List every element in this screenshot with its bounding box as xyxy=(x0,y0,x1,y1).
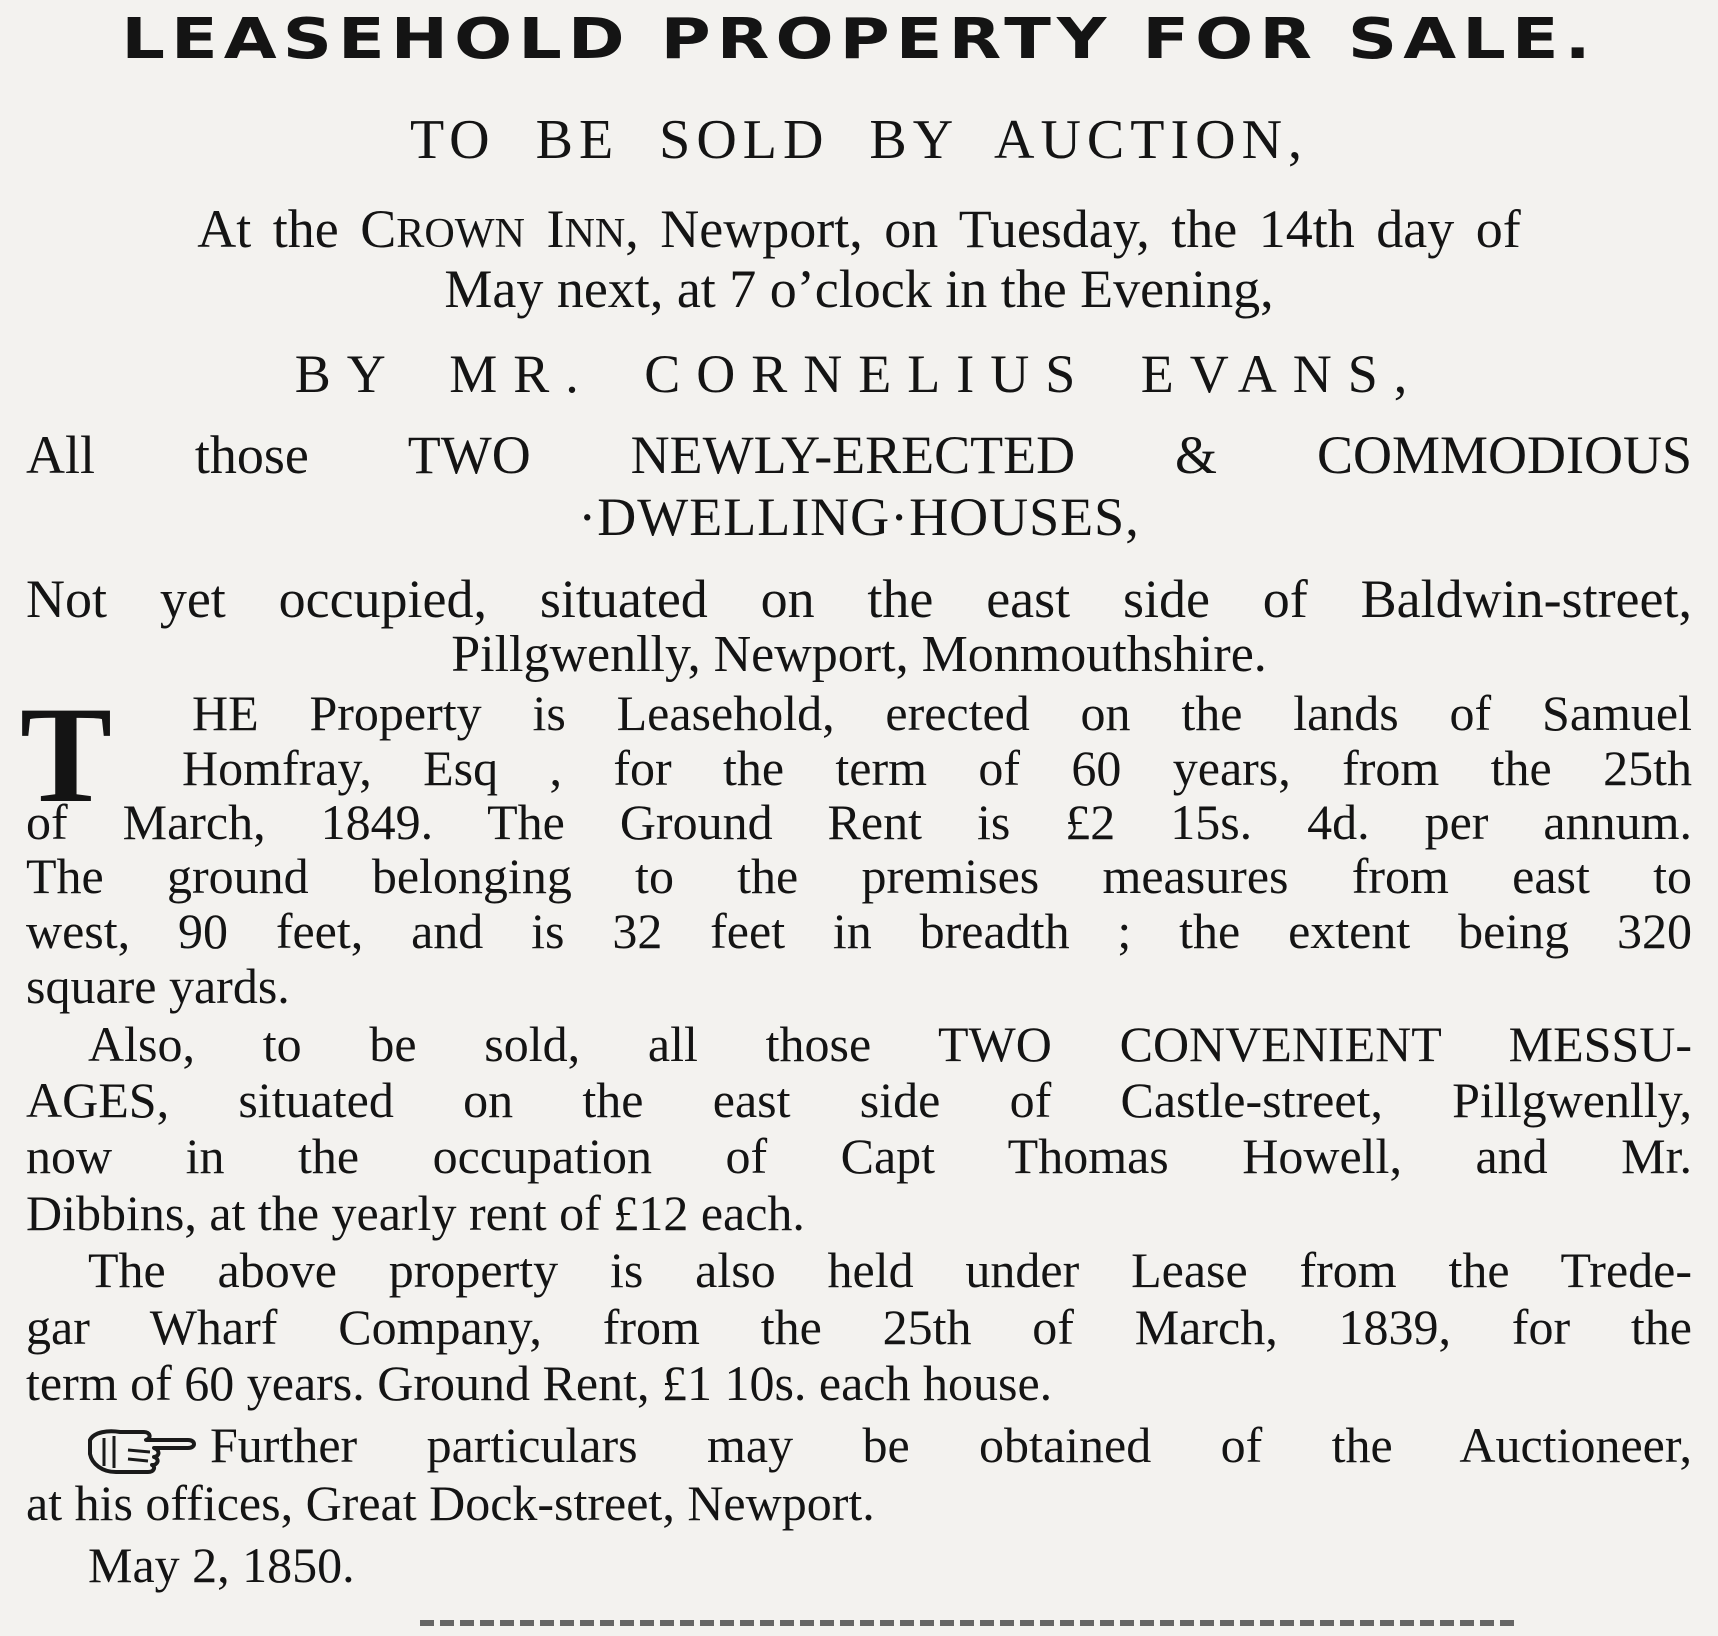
venue-line-2: May next, at 7 o’clock in the Evening, xyxy=(444,259,1274,319)
lot1-paragraph-line: of March, 1849. The Ground Rent is £2 15s. 4d. per annum. xyxy=(26,794,1692,850)
lot1-heading-2: ·DWELLING·HOUSES, xyxy=(578,487,1140,547)
lot2-paragraph-line: now in the occupation of Capt Thomas Howell, and Mr. xyxy=(26,1128,1692,1184)
drop-cap: T xyxy=(20,678,113,831)
pointing-hand-icon xyxy=(84,1422,200,1474)
venue-text-i: I xyxy=(524,199,565,259)
venue-crown-small-caps: ROWN xyxy=(396,210,525,257)
lot1-paragraph-line: HE Property is Leasehold, erected on the lands of Samuel xyxy=(192,685,1692,741)
lease-paragraph-line: The above property is also held under Lease from the Trede- xyxy=(88,1242,1692,1298)
particulars-line: at his offices, Great Dock-street, Newport. xyxy=(26,1475,875,1531)
venue-text-start: At the C xyxy=(197,199,397,259)
lot1-paragraph-line: The ground belonging to the premises measures from east to xyxy=(26,848,1692,904)
lot2-paragraph-line: Dibbins, at the yearly rent of £12 each. xyxy=(26,1185,805,1241)
headline: LEASEHOLD PROPERTY FOR SALE. xyxy=(121,7,1597,72)
lot2-paragraph-line: AGES, situated on the east side of Castle-street, Pillgwenlly, xyxy=(26,1072,1692,1128)
date-line: May 2, 1850. xyxy=(88,1537,355,1593)
lot1-location-1: Not yet occupied, situated on the east side of Baldwin-street, xyxy=(26,569,1692,629)
lot1-location-2: Pillgwenlly, Newport, Monmouthshire. xyxy=(451,626,1267,683)
lot1-paragraph-line: Homfray, Esq , for the term of 60 years, from the 25th xyxy=(182,740,1692,796)
lease-paragraph-line: term of 60 years. Ground Rent, £1 10s. each house. xyxy=(26,1355,1053,1411)
lot1-paragraph-line: west, 90 feet, and is 32 feet in breadth ; the extent being 320 xyxy=(26,903,1692,959)
lease-paragraph-line: gar Wharf Company, from the 25th of March, 1839, for the xyxy=(26,1299,1692,1355)
bottom-rule-divider xyxy=(420,1620,1520,1626)
venue-text-end: , Newport, on Tuesday, the 14th day of xyxy=(625,199,1521,259)
lot1-heading-1: All those TWO NEWLY-ERECTED & COMMODIOUS xyxy=(26,425,1692,485)
venue-inn-small-caps: NN xyxy=(564,210,626,257)
venue-line-1 xyxy=(0,199,1718,259)
lot2-paragraph-line: Also, to be sold, all those TWO CONVENIENT MESSU- xyxy=(88,1016,1692,1072)
lot1-paragraph-line: square yards. xyxy=(26,958,290,1014)
auctioneer-line: BY MR. CORNELIUS EVANS, xyxy=(294,344,1424,404)
sale-line: TO BE SOLD BY AUCTION, xyxy=(409,109,1309,171)
particulars-line: Further particulars may be obtained of the Auctioneer, xyxy=(210,1417,1692,1473)
